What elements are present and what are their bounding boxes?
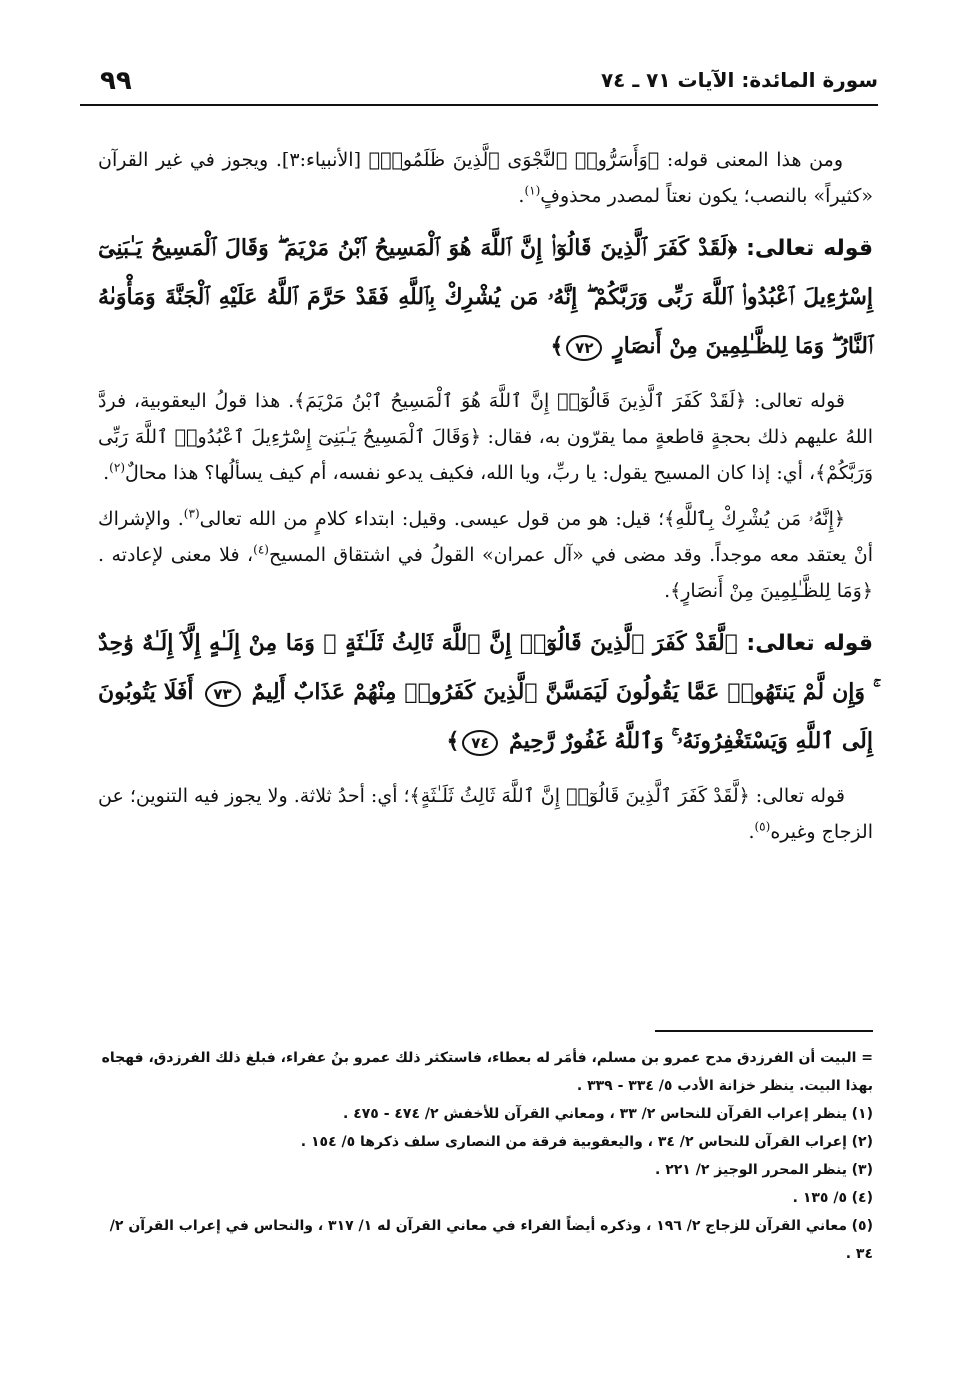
verse-74-text: أَفَلَا يَتُوبُونَ إِلَى ٱللَّهِ وَيَسْتَغْفِرُونَهُۥ ۚ وَٱللَّهُ غَفُورٌ رَّحِيمٌ (98, 679, 873, 754)
paragraph-3-text-a: ﴿إِنَّهُۥ مَن يُشْرِكْ بِٱللَّهِ﴾؛ قيل: هو من قول عيسى. وقيل: ابتداء كلامٍ من الله تعالى (199, 508, 845, 530)
footnote-continued: = البيت أن الفرزدق مدح عمرو بن مسلم، فأمَر له بعطاء، فاستكثر ذلك عمرو بنُ عفراء، فبلغ ذلك الفرزدق، فهجاه بهذا البيت. ينظر خزانة الأدب ٥/ ٣٣٤ - ٣٣٩ . (101, 1050, 873, 1094)
footnote-number: (٢) (851, 1134, 873, 1150)
footnote-text: إعراب القرآن للنحاس ٢/ ٣٤ ، واليعقوبية فرقة من النصارى سلف ذكرها ٥/ ١٥٤ . (300, 1134, 847, 1150)
footnote-number: (١) (851, 1106, 873, 1122)
running-header (80, 64, 878, 106)
verse-number-74: ٧٤ (462, 730, 498, 756)
verse-72-block (98, 224, 873, 371)
paragraph-2 (98, 383, 873, 491)
verse-73-text: ﴿لَّقَدْ كَفَرَ ٱلَّذِينَ قَالُوٓا۟ إِنَّ ٱللَّهَ ثَالِثُ ثَلَـٰثَةٍ ۘ وَمَا مِنْ إِلَـٰهٍ إِلَّآ إِلَـٰهٌ وَٰحِدٌ ۚ وَإِن لَّمْ يَنتَهُوا۟ عَمَّا يَقُولُونَ لَيَمَسَّنَّ ٱلَّذِينَ كَفَرُوا۟ مِنْهُمْ عَذَابٌ أَلِيمٌ (98, 630, 873, 705)
footnote-number: (٤) (851, 1190, 873, 1206)
footnote-divider (655, 1030, 873, 1032)
verse-number-72: ٧٢ (566, 335, 602, 361)
paragraph-3-text-c: ، فلا معنى لإعادته .﴿وَمَا لِلظَّـٰلِمِينَ مِنْ أَنصَارٍ﴾. (98, 544, 873, 602)
footnote-item (98, 1100, 873, 1128)
footnote-text: ٥/ ١٣٥ . (792, 1190, 847, 1206)
paragraph-2-text: قوله تعالى: ﴿لَقَدْ كَفَرَ ٱلَّذِينَ قَالُوٓا۟ إِنَّ ٱللَّهَ هُوَ ٱلْمَسِيحُ ٱبْنُ مَرْيَمَ﴾. هذا قولُ اليعقوبية، فردَّ اللهُ عليهم ذلك بحجةٍ قاطعةٍ مما يقرّون به، فقال: ﴿وَقَالَ ٱلْمَسِيحُ يَـٰبَنِىٓ إِسْرَٰٓءِيلَ ٱعْبُدُوا۟ ٱللَّهَ رَبِّى وَرَبَّكُمْ﴾، أي: إذا كان المسيح يقول: يا ربِّ، ويا الله، فكيف يدعو نفسه، أم كيف يسألُها؟ هذا محالٌ (98, 390, 873, 484)
footnote-ref-3: (٣) (183, 506, 200, 521)
verse-73-74-block (98, 619, 873, 766)
footnote-ref-4: (٤) (253, 542, 269, 557)
paragraph-1-end: . (518, 185, 525, 207)
verse-number-73: ٧٣ (205, 681, 241, 707)
footnote-text: ينظر المحرر الوجيز ٢/ ٢٢١ . (655, 1162, 847, 1178)
main-text (98, 142, 873, 860)
header-title: سورة المائدة: الآيات ٧١ ـ ٧٤ (600, 68, 878, 92)
footnote-ref-5: (٥) (754, 819, 771, 834)
footnote-ref-2: (٢) (109, 460, 125, 475)
paragraph-1 (98, 142, 873, 214)
footnote-item (98, 1128, 873, 1156)
paragraph-3-text-b: . والإشراك أنْ يعتقد معه موجداً. وقد مضى في «آل عمران» القولُ في اشتقاق المسيح (98, 508, 874, 566)
footnote-number: (٣) (851, 1162, 873, 1178)
verse-73-lead: قوله تعالى: (746, 631, 873, 656)
footnotes (98, 1044, 873, 1268)
footnote-item (98, 1184, 873, 1212)
footnote-number: (٥) (851, 1218, 873, 1234)
paragraph-4 (98, 778, 873, 850)
verse-74-close: ﴾ (446, 728, 460, 754)
footnote-item (98, 1156, 873, 1184)
paragraph-1-text: ومن هذا المعنى قوله: ﴿وَأَسَرُّوا۟ ٱلنَّجْوَى ٱلَّذِينَ ظَلَمُوا۟﴾ [الأنبياء:٣]. ويجوز في غير القرآن «كثيراً» بالنصب؛ يكون نعتاً لمصدر محذوفٍ (98, 149, 873, 207)
paragraph-3 (98, 501, 873, 609)
footnote-ref-1: (١) (524, 183, 541, 198)
paragraph-2-end: . (103, 462, 110, 484)
verse-72-text: ﴿لَقَدْ كَفَرَ ٱلَّذِينَ قَالُوٓا۟ إِنَّ ٱللَّهَ هُوَ ٱلْمَسِيحُ ٱبْنُ مَرْيَمَ ۖ وَقَالَ ٱلْمَسِيحُ يَـٰبَنِىٓ إِسْرَٰٓءِيلَ ٱعْبُدُوا۟ ٱللَّهَ رَبِّى وَرَبَّكُمْ ۖ إِنَّهُۥ مَن يُشْرِكْ بِٱللَّهِ فَقَدْ حَرَّمَ ٱللَّهُ عَلَيْهِ ٱلْجَنَّةَ وَمَأْوَىٰهُ ٱلنَّارُ ۖ وَمَا لِلظَّـٰلِمِينَ مِنْ أَنصَارٍ (98, 235, 873, 359)
footnote-text: معاني القرآن للزجاج ٢/ ١٩٦ ، وذكره أيضاً الفراء في معاني القرآن له ١/ ٣١٧ ، والنحاس في إعراب القرآن ٢/ ٣٤ . (109, 1218, 873, 1262)
paragraph-4-end: . (748, 821, 755, 843)
paragraph-4-text: قوله تعالى: ﴿لَّقَدْ كَفَرَ ٱلَّذِينَ قَالُوٓا۟ إِنَّ ٱللَّهَ ثَالِثُ ثَلَـٰثَةٍ﴾؛ أي: أحدُ ثلاثة. ولا يجوز فيه التنوين؛ عن الزجاج وغيره (98, 785, 873, 843)
verse-72-close: ﴾ (550, 333, 564, 359)
footnote-text: ينظر إعراب القرآن للنحاس ٢/ ٣٣ ، ومعاني القرآن للأخفش ٢/ ٤٧٤ - ٤٧٥ . (342, 1106, 847, 1122)
page-number: ٩٩ (100, 66, 132, 96)
footnote-item (98, 1212, 873, 1268)
verse-72-lead: قوله تعالى: (746, 236, 874, 261)
